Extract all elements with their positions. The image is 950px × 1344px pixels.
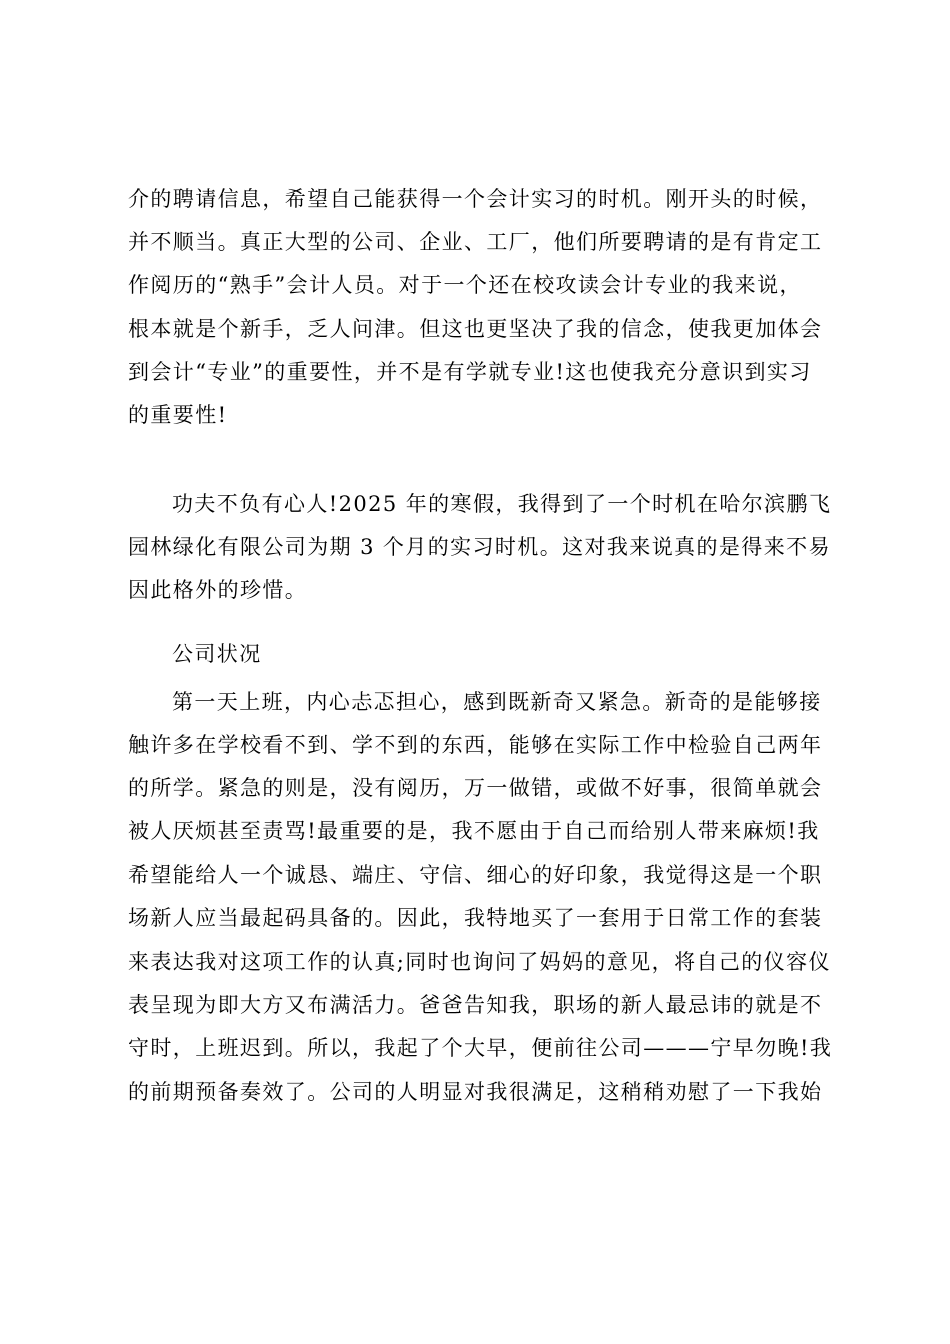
text-line: 介的聘请信息，希望自己能获得一个会计实习的时机。刚开头的时候， xyxy=(128,187,823,211)
text-line: 的所学。紧急的则是，没有阅历，万一做错，或做不好事，很简单就会 xyxy=(128,776,823,800)
text-line: 功夫不负有心人!2025 年的寒假，我得到了一个时机在哈尔滨鹏飞 xyxy=(172,492,832,516)
text-line: 场新人应当最起码具备的。因此，我特地买了一套用于日常工作的套装 xyxy=(128,906,823,930)
text-line: 园林绿化有限公司为期 3 个月的实习时机。这对我来说真的是得来不易 xyxy=(128,535,831,559)
text-line: 作阅历的“熟手”会计人员。对于一个还在校攻读会计专业的我来说， xyxy=(128,273,802,297)
text-line: 根本就是个新手，乏人问津。但这也更坚决了我的信念，使我更加体会 xyxy=(128,317,823,341)
text-line: 表呈现为即大方又布满活力。爸爸告知我，职场的新人最忌讳的就是不 xyxy=(128,993,823,1017)
text-line: 来表达我对这项工作的认真;同时也询问了妈妈的意见，将自己的仪容仪 xyxy=(128,950,831,974)
text-line: 的重要性! xyxy=(128,403,228,427)
section-heading: 公司状况 xyxy=(172,642,262,666)
text-line: 到会计“专业”的重要性，并不是有学就专业!这也使我充分意识到实习 xyxy=(128,360,812,384)
text-line: 并不顺当。真正大型的公司、企业、工厂，他们所要聘请的是有肯定工 xyxy=(128,230,823,254)
text-line: 的前期预备奏效了。公司的人明显对我很满足，这稍稍劝慰了一下我始 xyxy=(128,1080,823,1104)
text-line: 因此格外的珍惜。 xyxy=(128,578,308,602)
text-line: 希望能给人一个诚恳、端庄、守信、细心的好印象，我觉得这是一个职 xyxy=(128,863,823,887)
text-line: 守时，上班迟到。所以，我起了个大早，便前往公司———宁早勿晚!我 xyxy=(128,1036,833,1060)
text-line: 第一天上班，内心忐忑担心，感到既新奇又紧急。新奇的是能够接 xyxy=(172,690,822,714)
text-line: 被人厌烦甚至责骂!最重要的是，我不愿由于自己而给别人带来麻烦!我 xyxy=(128,819,820,843)
text-line: 触许多在学校看不到、学不到的东西，能够在实际工作中检验自己两年 xyxy=(128,733,823,757)
